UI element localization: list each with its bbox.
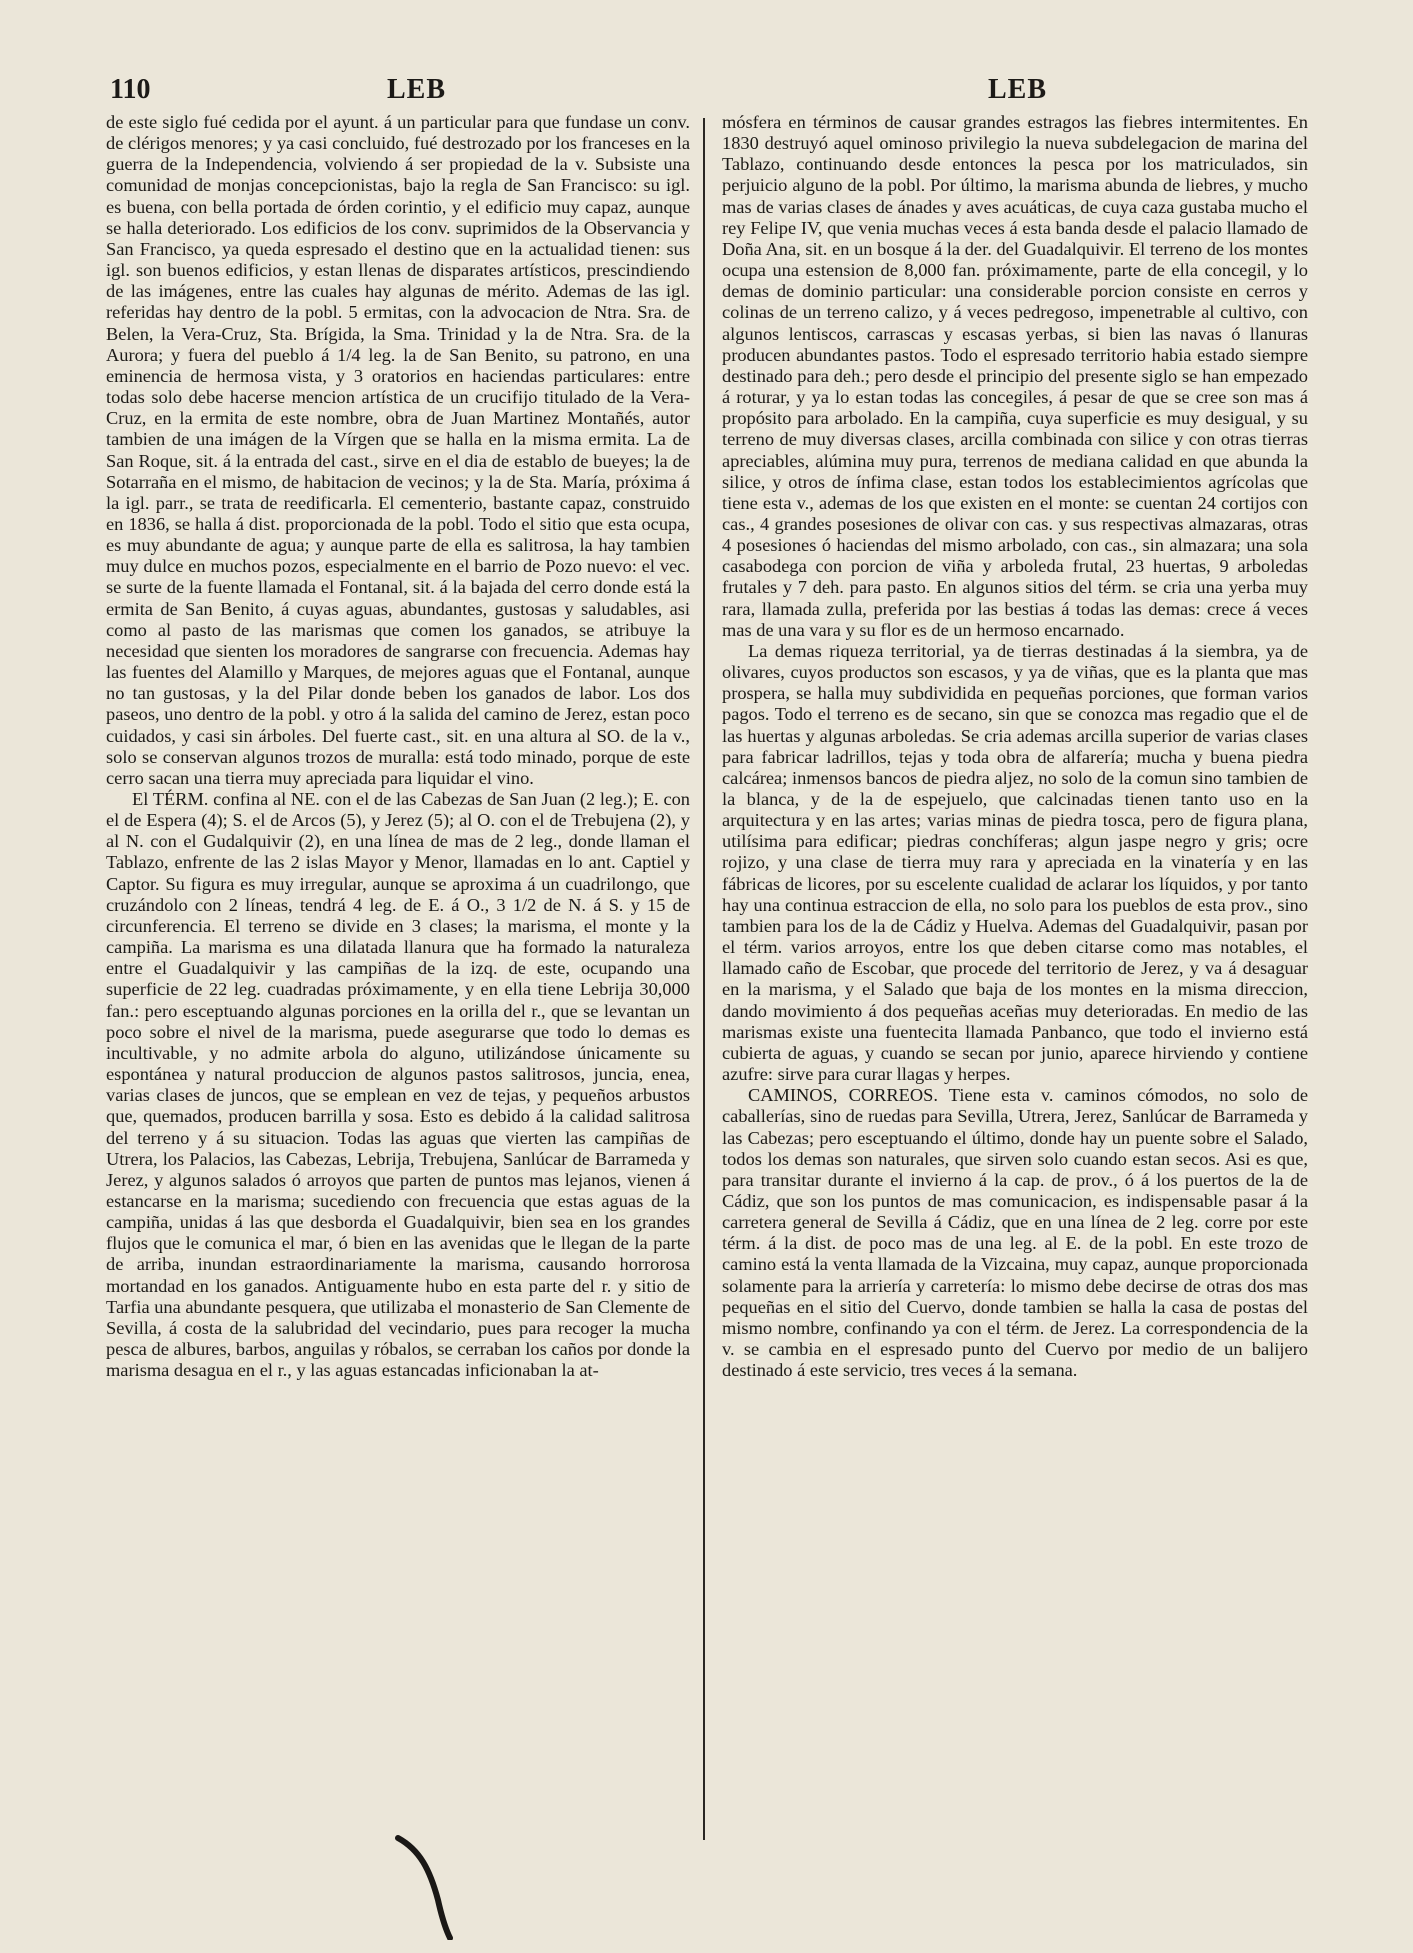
paragraph: CAMINOS, CORREOS. Tiene esta v. caminos cómodos, no solo de caballerías, sino de ruedas para Sevilla, Utrera, Jerez, Sanlúcar de Barrameda y las Cabezas; pero esceptuando el último, donde hay un puente sobre el Salado, todos los demas son naturales, que sirven solo cuando estan secos. Asi es que, para transitar durante el invierno á la cap. de prov., ó á los puertos de la de Cádiz, que son los puntos de mas comunicacion, es indispensable pasar á la carretera general de Sevilla á Cádiz, que en una línea de 2 leg. corre por este térm. á la dist. de poco mas de una leg. al E. de la pobl. En este trozo de camino está la venta llamada de la Vizcaina, muy capaz, aunque proporcionada solamente para la arriería y carretería: lo mismo debe decirse de otras dos mas pequeñas en el sitio del Cuervo, donde tambien se halla la casa de postas del mismo nombre, confinando ya con el térm. de Jerez. La correspondencia de la v. se cambia en el espresado punto del Cuervo por medio de un balijero destinado á este servicio, tres veces á la semana. bbox=[722, 1085, 1308, 1381]
ink-stroke-mark bbox=[390, 1830, 510, 1940]
left-column bbox=[106, 112, 690, 1852]
page-number: 110 bbox=[110, 74, 151, 105]
paragraph: El TÉRM. confina al NE. con el de las Cabezas de San Juan (2 leg.); E. con el de Espera (4); S. el de Arcos (5), y Jerez (5); al O. con el de Trebujena (2), y al N. con el Gudalquivir (2), en una línea de mas de 2 leg., donde llaman el Tablazo, enfrente de las 2 islas Mayor y Menor, llamadas en lo ant. Captiel y Captor. Su figura es muy irregular, aunque se aproxima á un cuadrilongo, que cruzándolo con 2 líneas, tendrá 4 leg. de E. á O., 3 1/2 de N. á S. y 15 de circunferencia. El terreno se divide en 3 clases; la marisma, el monte y la campiña. La marisma es una dilatada llanura que ha formado la naturaleza entre el Guadalquivir y las campiñas de la izq. de este, ocupando una superficie de 22 leg. cuadradas próximamente, y en ella tiene Lebrija 30,000 fan.: pero esceptuando algunas porciones en la orilla del r., que se levantan un poco sobre el nivel de la marisma, puede asegurarse que todo lo demas es incultivable, y no admite arbola do alguno, utilizándose únicamente su espontánea y natural produccion de algunos pastos salitrosos, juncia, enea, varias clases de juncos, que se emplean en vez de tejas, y pequeños arbustos que, quemados, producen barrilla y sosa. Esto es debido á la calidad salitrosa del terreno y á su situacion. Todas las aguas que vierten las campiñas de Utrera, los Palacios, las Cabezas, Lebrija, Trebujena, Sanlúcar de Barrameda y Jerez, y algunos salados ó arroyos que parten de puntos mas lejanos, vienen á estancarse en la marisma; sucediendo con frecuencia que estas aguas de la campiña, unidas á las que desborda el Guadalquivir, bien sea en los grandes flujos que le comunica el mar, ó bien en las avenidas que le llegan de la parte de arriba, inundan estraordinariamente la marisma, causando horrorosa mortandad en los ganados. Antiguamente hubo en esta parte del r. y sitio de Tarfia una abundante pesquera, que utilizaba el monasterio de San Clemente de Sevilla, á costa de la salubridad del vecindario, pues para recoger la mucha pesca de albures, barbos, anguilas y róbalos, se cerraban los caños por donde la marisma desagua en el r., y las aguas estancadas inficionaban la at- bbox=[106, 789, 690, 1381]
column-divider bbox=[703, 118, 705, 1840]
running-head-left: LEB bbox=[387, 74, 447, 105]
paragraph: de este siglo fué cedida por el ayunt. á un particular para que fundase un conv. de clérigos menores; y ya casi concluido, fué destrozado por los franceses en la guerra de la Independencia, volviendo á ser propiedad de la v. Subsiste una comunidad de monjas concepcionistas, bajo la regla de San Francisco: su igl. es buena, con bella portada de órden corintio, y el edificio muy capaz, aunque se halla deteriorado. Los edificios de los conv. suprimidos de la Observancia y San Francisco, ya queda espresado el destino que en la actualidad tienen: sus igl. son buenos edificios, y estan llenas de disparates artísticos, prescindiendo de las imágenes, entre las cuales hay algunas de mérito. Ademas de las igl. referidas hay dentro de la pobl. 5 ermitas, con la advocacion de Ntra. Sra. de Belen, la Vera-Cruz, Sta. Brígida, la Sma. Trinidad y la de Ntra. Sra. de la Aurora; y fuera del pueblo á 1/4 leg. la de San Benito, su patrono, en una eminencia de hermosa vista, y 3 oratorios en haciendas particulares: entre todas solo debe hacerse mencion artística de un crucifijo titulado de la Vera-Cruz, en la ermita de este nombre, obra de Juan Martinez Montañés, autor tambien de una imágen de la Vírgen que se halla en la misma ermita. La de San Roque, sit. á la entrada del cast., sirve en el dia de establo de bueyes; la de Sotarraña en el mismo, de habitacion de vecinos; y la de Sta. María, próxima á la igl. parr., se trata de reedificarla. El cementerio, bastante capaz, construido en 1836, se halla á dist. proporcionada de la pobl. Todo el sitio que esta ocupa, es muy abundante de agua; y aunque parte de ella es salitrosa, la hay tambien muy dulce en muchos pozos, especialmente en el barrio de Pozo nuevo: el vec. se surte de la fuente llamada el Fontanal, sit. á la bajada del cerro donde está la ermita de San Benito, á cuyas aguas, abundantes, gustosas y saludables, asi como al pasto de las marismas que comen los ganados, se atribuye la necesidad que sienten los moradores de sangrarse con frecuencia. Ademas hay las fuentes del Alamillo y Marques, de mejores aguas que el Fontanal, aunque no tan gustosas, y la del Pilar donde beben los ganados de labor. Los dos paseos, uno dentro de la pobl. y otro á la salida del camino de Jerez, estan poco cuidados, y casi sin árboles. Del fuerte cast., sit. en una altura al SO. de la v., solo se conservan algunos trozos de muralla: está todo minado, porque de este cerro sacan una tierra muy apreciada para liquidar el vino. bbox=[106, 112, 690, 788]
paragraph: mósfera en términos de causar grandes estragos las fiebres intermitentes. En 1830 destruyó aquel ominoso privilegio la nueva subdelegacion de marina del Tablazo, continuando desde entonces la pesca por los matriculados, sin perjuicio alguno de la pobl. Por último, la marisma abunda de liebres, y mucho mas de varias clases de ánades y aves acuáticas, de cuya caza gustaba mucho el rey Felipe IV, que venia muchas veces á esta banda desde el palacio llamado de Doña Ana, sit. en un bosque á la der. del Guadalquivir. El terreno de los montes ocupa una estension de 8,000 fan. próximamente, parte de ella concegil, y lo demas de dominio particular: una considerable porcion consiste en cerros y colinas de un terreno calizo, y á veces pedregoso, impenetrable al cultivo, con algunos lentiscos, carrascas y escasas yerbas, si bien las navas ó llanuras producen abundantes pastos. Todo el espresado territorio habia estado siempre destinado para deh.; pero desde el principio del presente siglo se han empezado á roturar, y ya lo estan todas las concegiles, á pesar de que se cree son mas á propósito para arbolado. En la campiña, cuya superficie es muy desigual, y su terreno de muy diversas clases, arcilla combinada con silice y con otras tierras apreciables, alúmina muy pura, terrenos de mediana calidad en que abunda la silice, y otros de ínfima clase, estan todos los establecimientos agrícolas que tiene esta v., ademas de los que existen en el monte: se cuentan 24 cortijos con cas., 4 grandes posesiones de olivar con cas. y sus respectivas almazaras, otras 4 posesiones ó haciendas del mismo arbolado, con cas., sin almazara; una sola casabodega con porcion de viña y arboleda frutal, 23 huertas, 9 arboledas frutales y 7 deh. para pasto. En algunos sitios del térm. se cria una yerba muy rara, llamada zulla, preferida por las bestias á todas las demas: crece á veces mas de una vara y su flor es de un hermoso encarnado. bbox=[722, 112, 1308, 640]
page-header bbox=[106, 68, 1306, 110]
right-column bbox=[722, 112, 1308, 1852]
paragraph: La demas riqueza territorial, ya de tierras destinadas á la siembra, ya de olivares, cuyos productos son escasos, y ya de viñas, que es la planta que mas prospera, se halla muy subdividida en pequeñas porciones, que forman varios pagos. Todo el terreno es de secano, sin que se conozca mas regadio que el de las huertas y algunas arboledas. Se cria ademas arcilla superior de varias clases para fabricar ladrillos, tejas y toda obra de alfarería; mucha y buena piedra calcárea; inmensos bancos de piedra aljez, no solo de la comun sino tambien de la blanca, y de la de espejuelo, que calcinadas tienen tanto uso en la arquitectura y en las artes; varias minas de piedra tosca, pero de figura plana, utilísima para edificar; piedras conchíferas; algun jaspe negro y gris; ocre rojizo, y una clase de tierra muy rara y apreciada en la vinatería y en las fábricas de licores, por su escelente cualidad de aclarar los líquidos, y por tanto hay una continua estraccion de ella, no solo para los pueblos de esta prov., sino tambien para los de la de Cádiz y Huelva. Ademas del Guadalquivir, pasan por el térm. varios arroyos, entre los que deben citarse como mas notables, el llamado caño de Escobar, que procede del territorio de Jerez, y va á desaguar en la marisma, y el Salado que baja de los montes en la misma direccion, dando movimiento á dos pequeñas aceñas muy deterioradas. En medio de las marismas existe una fuentecita llamada Panbanco, que todo el invierno está cubierta de aguas, y cuando se secan por junio, aparece hirviendo y contiene azufre: sirve para curar llagas y herpes. bbox=[722, 640, 1308, 1085]
running-head-right: LEB bbox=[988, 74, 1048, 105]
